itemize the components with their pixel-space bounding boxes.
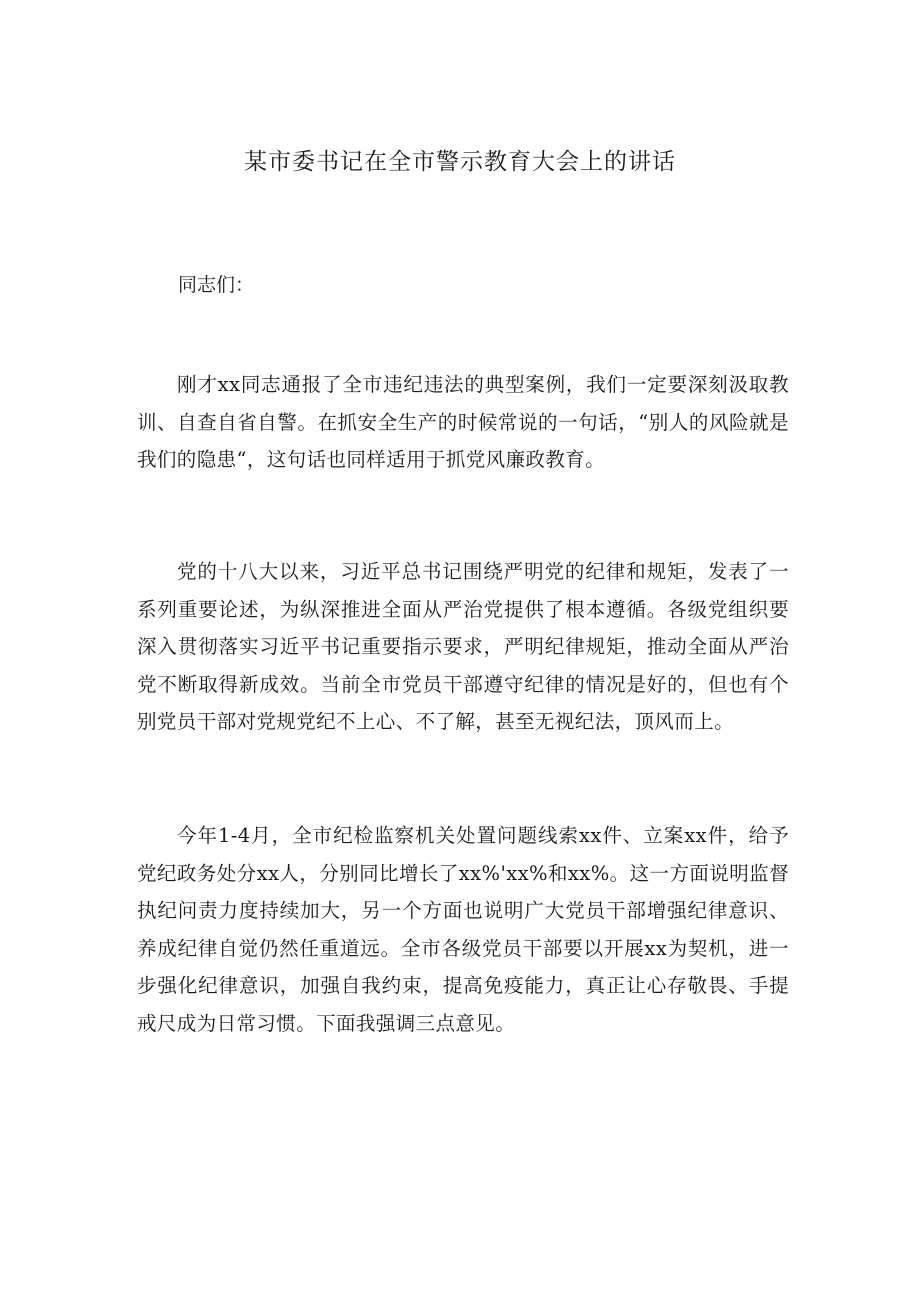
paragraph-2: 党的十八大以来，习近平总书记围绕严明党的纪律和规矩，发表了一系列重要论述，为纵深推进全面从严治党提供了根本遵循。各级党组织要深入贯彻落实习近平书记重要指示要求，严明纪律规矩，推动全面从严治党不断取得新成效。当前全市党员干部遵守纪律的情况是好的，但也有个别党员干部对党规党纪不上心、不了解，甚至无视纪法，顶风而上。 <box>137 560 789 733</box>
salutation: 同志们： <box>178 274 255 296</box>
paragraph-3: 今年1-4月，全市纪检监察机关处置问题线索xx件、立案xx件，给予党纪政务处分xx人，分别同比增长了xx%'xx%和xx%。这一方面说明监督执纪问责力度持续加大，另一个方面也说明广大党员干部增强纪律意识、养成纪律自觉仍然任重道远。全市各级党员干部要以开展xx为契机，进一步强化纪律意识，加强自我约束，提高免疫能力，真正让心存敬畏、手提戒尺成为日常习惯。下面我强调三点意见。 <box>137 824 789 1035</box>
document-title: 某市委书记在全市警示教育大会上的讲话 <box>244 149 676 175</box>
paragraph-1: 刚才xx同志通报了全市违纪违法的典型案例，我们一定要深刻汲取教训、自查自省自警。在抓安全生产的时候常说的一句话，“别人的风险就是我们的隐患“，这句话也同样适用于抓党风廉政教育。 <box>137 373 789 471</box>
